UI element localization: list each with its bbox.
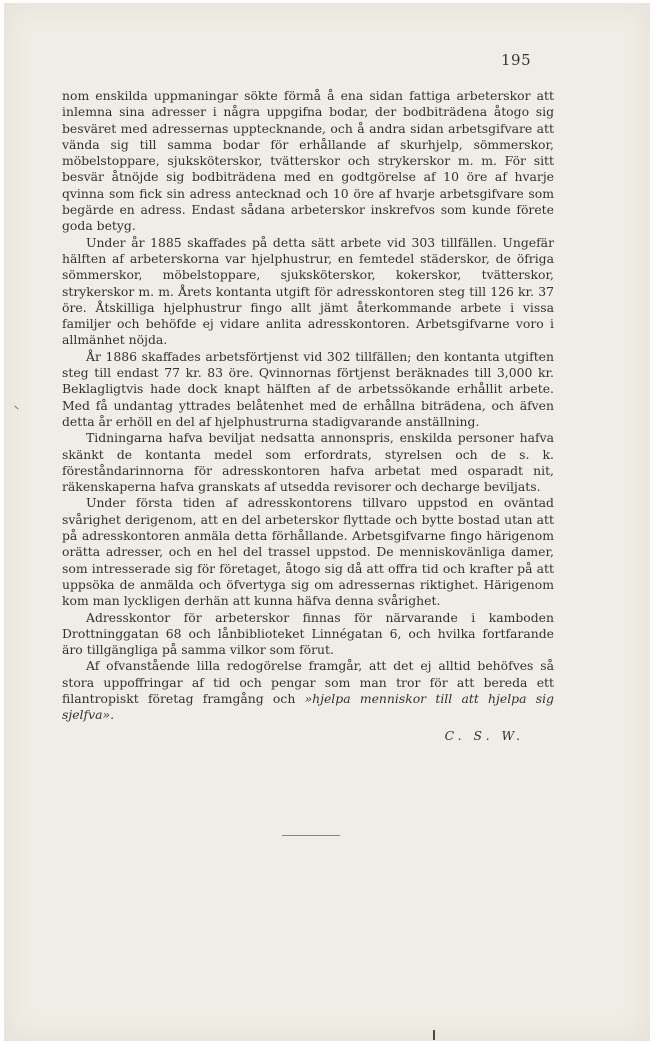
paragraph-closing	[62, 658, 554, 723]
page-number: 195	[501, 51, 532, 69]
document-page	[4, 3, 650, 1041]
paragraph-6: Adresskontor för arbeterskor finnas för närvarande i kamboden Drottninggatan 68 och lånbiblioteket Linnégatan 6, och hvilka fortfarande äro tillgängliga på samma vilkor som förut.	[62, 609, 554, 658]
paragraph-3: År 1886 skaffades arbetsförtjenst vid 302 tillfällen; den kontanta utgiften steg till endast 77 kr. 83 öre. Qvinnornas förtjenst beräknades till 3,000 kr. Beklagligtvis hade dock knapt hälften af de arbetssökande erhållit arbete. Med få undantag yttrades belåtenhet med de erhållna biträdena, och äfven detta år erhöll en del af hjelphustrurna stadigvarande anställning.	[62, 348, 554, 429]
margin-mark	[14, 406, 18, 410]
author-signature: C. S. W.	[444, 727, 524, 743]
body-text	[62, 88, 554, 744]
closing-end: .	[110, 707, 115, 723]
bottom-edge-mark	[433, 1030, 435, 1040]
paragraph-5: Under första tiden af adresskontorens tillvaro uppstod en oväntad svårighet derigenom, att en del arbeterskor flyttade och bytte bostad utan att på adresskontoren anmäla detta förhållande. Arbetsgifvarne fingo härigenom orätta adresser, och en hel del trassel uppstod. De menniskovänliga damer, som intresserade sig för företaget, åtogo sig då att offra tid och krafter på att uppsöka de anmälda och öfvertyga sig om adressernas riktighet. Härigenom kom man lyckligen derhän att kunna häfva denna svårighet.	[62, 495, 554, 609]
section-divider	[282, 835, 340, 836]
paragraph-1: nom enskilda uppmaningar sökte förmå å ena sidan fattiga arbeterskor att inlemna sina adresser i några uppgifna bodar, der bodbiträdena åtogo sig besväret med adressernas upptecknande, och å andra sidan arbetsgifvare att vända sig till samma bodar för erhållande af skurhjelp, sömmerskor, möbelstoppare, sjuksköterskor, tvätterskor och strykerskor m. m. För sitt besvär åtnöjde sig bodbiträdena med en godtgörelse af 10 öre af hvarje qvinna som fick sin adress antecknad och 10 öre af hvarje arbetsgifvare som begärde en adress. Endast sådana arbeterskor inskrefvos som kunde förete goda betyg.	[62, 88, 554, 234]
closing-text: Af ofvanstående lilla redogörelse framgår, att det ej alltid behöfves så stora uppoffringar af tid och pengar som man tror för att bereda ett filantropiskt företag framgång och	[62, 658, 554, 706]
closing-quote: »hjelpa menniskor till att hjelpa sig sjelfva»	[62, 690, 554, 723]
paragraph-2: Under år 1885 skaffades på detta sätt arbete vid 303 tillfällen. Ungefär hälften af arbeterskorna var hjelphustrur, en femtedel städerskor, de öfriga sömmerskor, möbelstoppare, sjuksköterskor, kokerskor, tvätterskor, strykerskor m. m. Årets kontanta utgift för adresskontoren steg till 126 kr. 37 öre. Åtskilliga hjelphustrur fingo allt jämt återkommande arbete i vissa familjer och behöfde ej vidare anlita adresskontoren. Arbetsgifvarne voro i allmänhet nöjda.	[62, 234, 554, 348]
paragraph-4: Tidningarna hafva beviljat nedsatta annonspris, enskilda personer hafva skänkt de kontanta medel som erfordrats, styrelsen och de s. k. föreståndarinnorna för adresskontoren hafva arbetat med osparadt nit, räkenskaperna hafva granskats af utsedda revisorer och decharge beviljats.	[62, 430, 554, 495]
